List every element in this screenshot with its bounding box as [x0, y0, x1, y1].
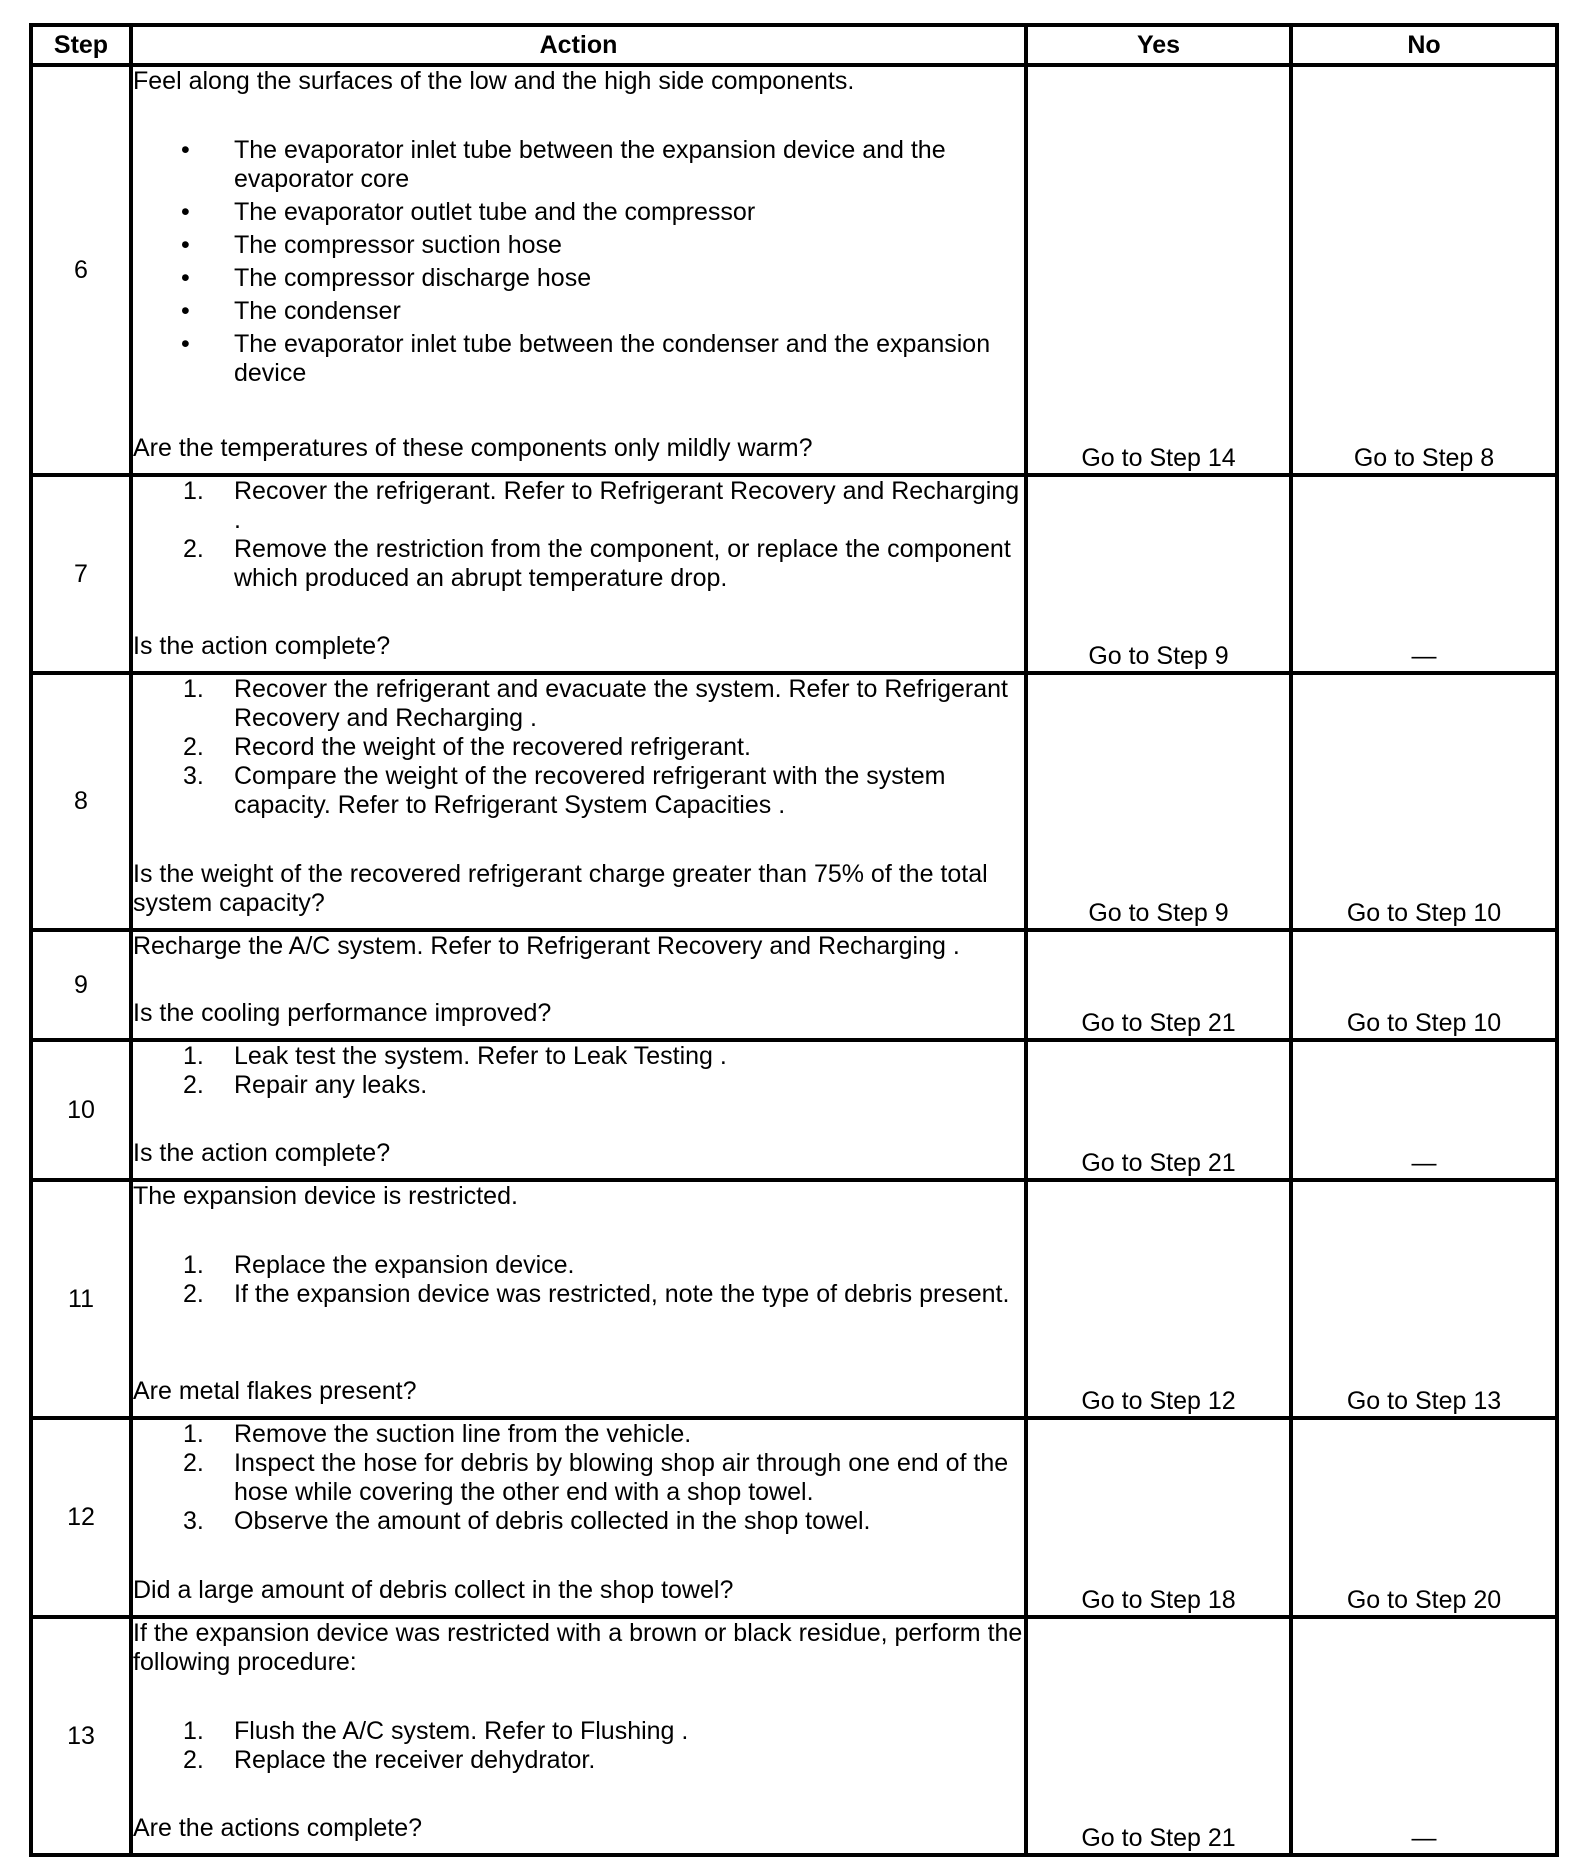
action-cell — [131, 65, 1026, 475]
action-intro: If the expansion device was restricted with a brown or black residue, perform the following procedure: — [133, 1619, 1023, 1676]
action-question: Are metal flakes present? — [133, 1377, 417, 1405]
table-row — [31, 1180, 1557, 1418]
yes-result: Go to Step 18 — [1026, 1418, 1291, 1617]
table-row — [31, 930, 1557, 1040]
list-item: 2. Repair any leaks. — [183, 1071, 428, 1099]
header-no: No — [1291, 25, 1557, 65]
yes-result: Go to Step 21 — [1026, 930, 1291, 1040]
no-result: — — [1291, 475, 1557, 673]
numbered-list — [133, 1717, 1024, 1775]
list-item: • The compressor suction hose — [181, 231, 562, 259]
table-row — [31, 1617, 1557, 1855]
action-question: Is the cooling performance improved? — [133, 999, 552, 1027]
no-result: Go to Step 13 — [1291, 1180, 1557, 1418]
step-number: 12 — [31, 1418, 131, 1617]
action-cell — [131, 1617, 1026, 1855]
action-intro: Recharge the A/C system. Refer to Refrigerant Recovery and Recharging . — [133, 932, 960, 960]
bullet-icon: • — [181, 264, 190, 292]
header-yes: Yes — [1026, 25, 1291, 65]
step-number: 10 — [31, 1040, 131, 1180]
bullet-list — [133, 136, 1024, 388]
list-item: • The condenser — [181, 297, 401, 325]
action-question: Is the weight of the recovered refrigerant charge greater than 75% of the total system capacity? — [133, 860, 988, 917]
table-row — [31, 475, 1557, 673]
yes-result: Go to Step 21 — [1026, 1040, 1291, 1180]
step-number: 9 — [31, 930, 131, 1040]
numbered-list — [133, 675, 1024, 820]
action-intro: The expansion device is restricted. — [133, 1182, 518, 1210]
action-question: Is the action complete? — [133, 1139, 391, 1167]
list-item: 3. Compare the weight of the recovered refrigerant with the system capacity. Refer to Refrigerant System Capacities . — [183, 762, 946, 819]
list-item: • The evaporator inlet tube between the condenser and the expansion device — [181, 330, 991, 387]
no-result: — — [1291, 1040, 1557, 1180]
table-row — [31, 65, 1557, 475]
list-item: 2. If the expansion device was restricted, note the type of debris present. — [183, 1280, 1010, 1308]
list-item: 1. Flush the A/C system. Refer to Flushing . — [183, 1717, 689, 1745]
bullet-icon: • — [181, 297, 190, 325]
yes-result: Go to Step 9 — [1026, 475, 1291, 673]
no-result: Go to Step 8 — [1291, 65, 1557, 475]
list-item: 1. Replace the expansion device. — [183, 1251, 575, 1279]
list-item: 2. Remove the restriction from the component, or replace the component which produced an abrupt temperature drop. — [183, 535, 1011, 592]
list-item: 1. Remove the suction line from the vehicle. — [183, 1420, 692, 1448]
list-item: • The evaporator inlet tube between the expansion device and the evaporator core — [181, 136, 946, 193]
action-cell — [131, 1040, 1026, 1180]
list-item: 2. Inspect the hose for debris by blowing shop air through one end of the hose while covering the other end with a shop towel. — [183, 1449, 1009, 1506]
list-item: • The evaporator outlet tube and the compressor — [181, 198, 756, 226]
bullet-icon: • — [181, 231, 190, 259]
step-number: 8 — [31, 673, 131, 930]
action-cell — [131, 1180, 1026, 1418]
action-cell — [131, 1418, 1026, 1617]
list-item: 1. Leak test the system. Refer to Leak Testing . — [183, 1042, 727, 1070]
step-number: 7 — [31, 475, 131, 673]
action-cell — [131, 673, 1026, 930]
list-item: 2. Record the weight of the recovered refrigerant. — [183, 733, 751, 761]
no-result: Go to Step 20 — [1291, 1418, 1557, 1617]
action-question: Did a large amount of debris collect in the shop towel? — [133, 1576, 734, 1604]
table-row — [31, 673, 1557, 930]
yes-result: Go to Step 12 — [1026, 1180, 1291, 1418]
bullet-icon: • — [181, 136, 190, 164]
table-row — [31, 1418, 1557, 1617]
header-step: Step — [31, 25, 131, 65]
action-intro: Feel along the surfaces of the low and the high side components. — [133, 67, 855, 95]
list-item: • The compressor discharge hose — [181, 264, 592, 292]
action-cell — [131, 475, 1026, 673]
list-item: 2. Replace the receiver dehydrator. — [183, 1746, 596, 1774]
action-question: Are the actions complete? — [133, 1814, 423, 1842]
numbered-list — [133, 1251, 1024, 1309]
numbered-list — [133, 1042, 1024, 1100]
table-row — [31, 1040, 1557, 1180]
bullet-icon: • — [181, 330, 190, 358]
yes-result: Go to Step 9 — [1026, 673, 1291, 930]
header-row — [31, 25, 1557, 65]
no-result: — — [1291, 1617, 1557, 1855]
step-number: 6 — [31, 65, 131, 475]
yes-result: Go to Step 14 — [1026, 65, 1291, 475]
action-question: Is the action complete? — [133, 632, 391, 660]
list-item: 1. Recover the refrigerant. Refer to Refrigerant Recovery and Recharging . — [183, 477, 1020, 534]
numbered-list — [133, 477, 1024, 593]
list-item: 3. Observe the amount of debris collected in the shop towel. — [183, 1507, 871, 1535]
step-number: 13 — [31, 1617, 131, 1855]
header-action: Action — [131, 25, 1026, 65]
step-number: 11 — [31, 1180, 131, 1418]
list-item: 1. Recover the refrigerant and evacuate the system. Refer to Refrigerant Recovery and Recharging . — [183, 675, 1008, 732]
action-question: Are the temperatures of these components only mildly warm? — [133, 434, 813, 462]
action-cell — [131, 930, 1026, 1040]
diagnostic-table — [29, 23, 1559, 1857]
bullet-icon: • — [181, 198, 190, 226]
no-result: Go to Step 10 — [1291, 673, 1557, 930]
no-result: Go to Step 10 — [1291, 930, 1557, 1040]
numbered-list — [133, 1420, 1024, 1536]
yes-result: Go to Step 21 — [1026, 1617, 1291, 1855]
